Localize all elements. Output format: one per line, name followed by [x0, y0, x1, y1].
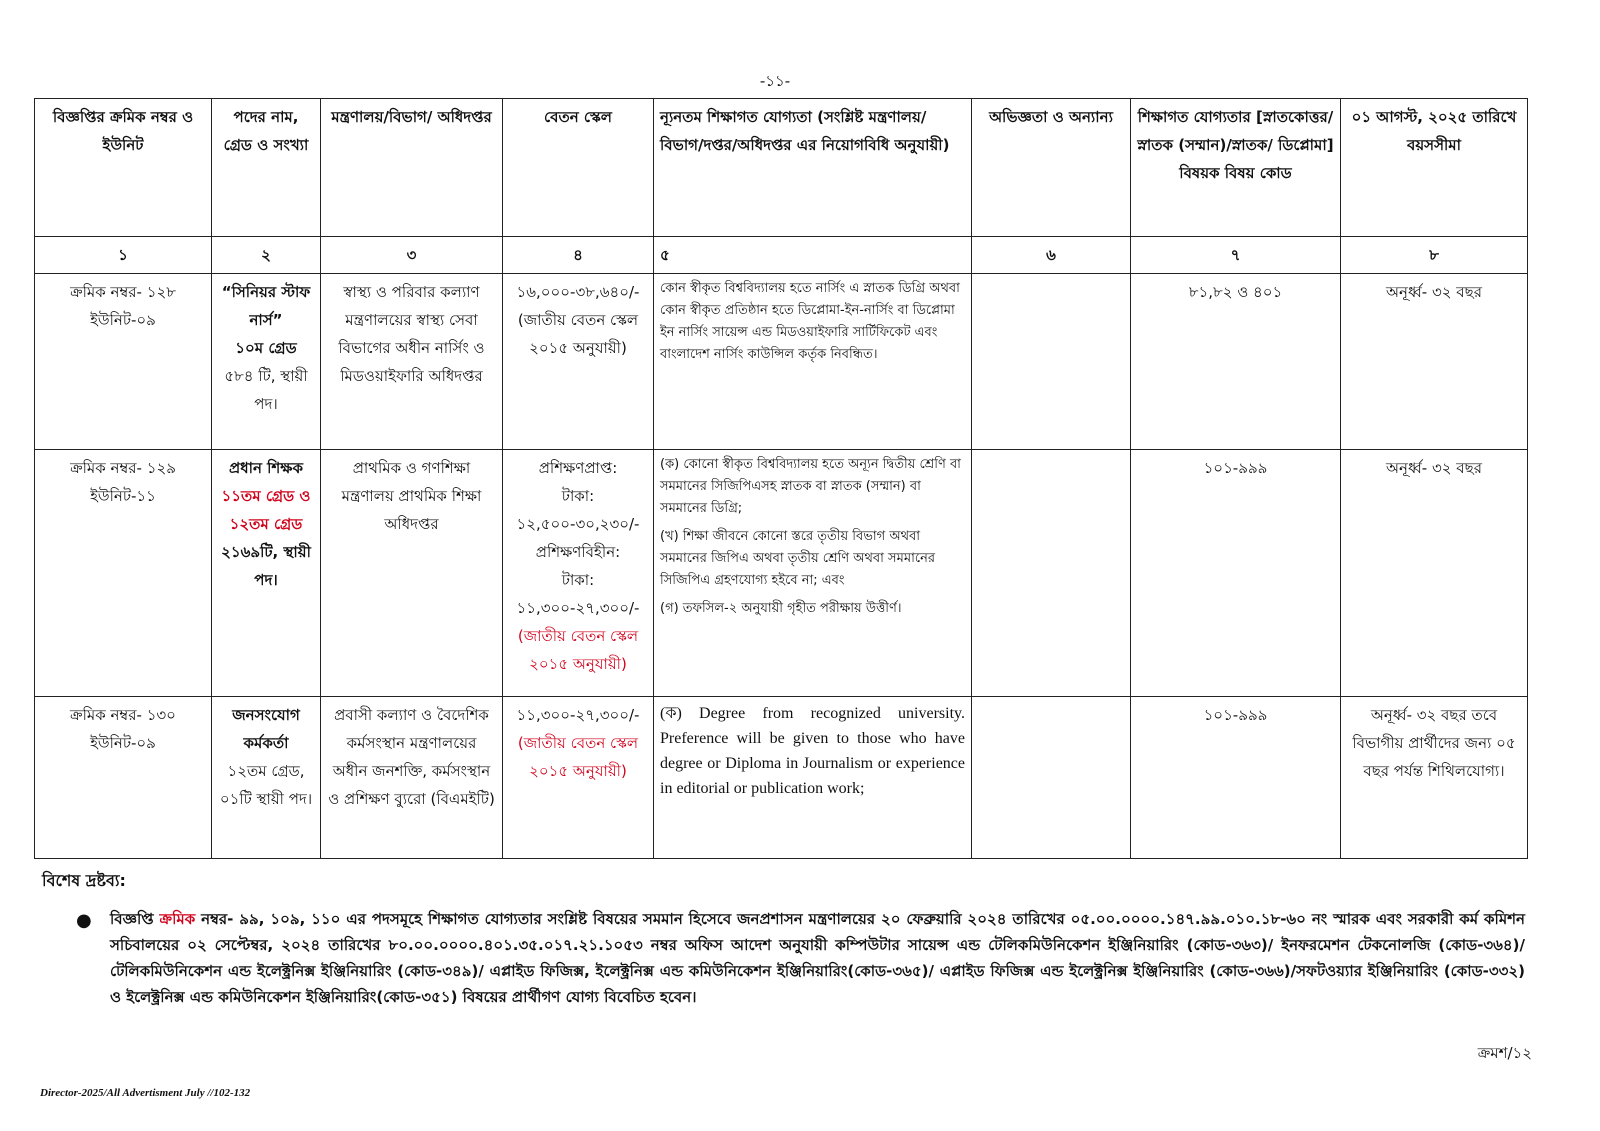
pay-cell: [503, 274, 654, 450]
serial-cell: ক্রমিক নম্বর- ১২৮ ইউনিট-০৯: [35, 274, 212, 450]
post-count: ৫৮৪ টি, স্থায়ী পদ।: [224, 367, 308, 413]
special-note-title: বিশেষ দ্রষ্টব্য:: [42, 871, 126, 890]
experience-cell: [972, 274, 1131, 450]
qualification-item: (খ) শিক্ষা জীবনে কোনো স্তরে তৃতীয় বিভাগ অথবা সমমানের জিপিএ অথবা তৃতীয় শ্রেণি অথবা সমমানের সিজিপিএ গ্রহণযোগ্য হইবে না; এবং: [660, 529, 935, 588]
pay-cell: [503, 450, 654, 697]
vacancy-table: [34, 98, 1528, 859]
column-number: ৩: [321, 237, 503, 274]
footer-reference: Director-2025/All Advertisment July //102-132: [40, 1087, 251, 1099]
qualification-cell: কোন স্বীকৃত বিশ্ববিদ্যালয় হতে নার্সিং এ স্নাতক ডিগ্রি অথবা কোন স্বীকৃত প্রতিষ্ঠান হতে ডিপ্লোমা-ইন-নার্সিং বা ডিপ্লোমা ইন নার্সিং সায়েন্স এন্ড মিডওয়াইফারি সার্টিফিকেট এবং বাংলাদেশ নার্সিং কাউন্সিল কর্তৃক নিবন্ধিত।: [654, 274, 972, 450]
post-cell: [212, 450, 321, 697]
pay-trained: টাকা: ১২,৫০০-৩০,২৩০/-: [516, 487, 640, 533]
table-row: [35, 450, 1528, 697]
pay-scale: ১১,৩০০-২৭,৩০০/-: [516, 706, 640, 724]
note-text: নম্বর- ৯৯, ১০৯, ১১০ এর পদসমূহে শিক্ষাগত যোগ্যতার সংশ্লিষ্ট বিষয়ের সমমান হিসেবে জনপ্রশাসন মন্ত্রণালয়ের ২০ ফেব্রুয়ারি ২০২৪ তারিখের ০৫.০০.০০০০.১৪৭.৯৯.০১০.১৮-৬০ নং স্মারক এবং সরকারী কর্ম কমিশন সচিবালয়ের ০২ সেপ্টেম্বর, ২০২৪ তারিখের ৮০.০০.০০০০.৪০১.৩৫.০১৭.২১.১০৫৩ নম্বর অফিস আদেশ অনুযায়ী কম্পিউটার সায়েন্স এন্ড টেলিকমিউনিকেশন ইঞ্জিনিয়ারিং (কোড-৩৬৩)/ ইনফরমেশন টেকনোলজি (কোড-৩৬৪)/ টেলিকমিউনিকেশন এন্ড ইলেক্ট্রনিক্স ইঞ্জিনিয়ারিং (কোড-৩৪৯)/ এপ্লাইড ফিজিক্স, ইলেক্ট্রনিক্স এন্ড কমিউনিকেশন ইঞ্জিনিয়ারিং(কোড-৩৬৫)/ এপ্লাইড ফিজিক্স এন্ড ইলেক্ট্রনিক্স ইঞ্জিনিয়ারিং (কোড-৩৬৬)/সফটওয়্যার ইঞ্জিনিয়ারিং (কোড-৩৩২) ও ইলেক্ট্রনিক্স এন্ড কমিউনিকেশন ইঞ্জিনিয়ারিং(কোড-৩৫১) বিষয়ের প্রার্থীগণ যোগ্য বিবেচিত হবেন।: [110, 910, 1525, 1006]
page-number: -১১-: [759, 72, 791, 90]
qualification-item: (গ) তফসিল-২ অনুযায়ী গৃহীত পরীক্ষায় উত্তীর্ণ।: [660, 601, 902, 616]
header-post: পদের নাম, গ্রেড ও সংখ্যা: [212, 99, 321, 237]
serial-cell: ক্রমিক নম্বর- ১২৯ ইউনিট-১১: [35, 450, 212, 697]
column-number: ৭: [1131, 237, 1341, 274]
pay-trained-label: প্রশিক্ষণপ্রাপ্ত:: [538, 459, 618, 477]
header-ministry: মন্ত্রণালয়/বিভাগ/ অধিদপ্তর: [321, 99, 503, 237]
pay-untrained: টাকা: ১১,৩০০-২৭,৩০০/-: [516, 571, 640, 617]
age-limit-cell: অনূর্ধ্ব- ৩২ বছর: [1341, 450, 1528, 697]
column-number: ৬: [972, 237, 1131, 274]
header-serial: বিজ্ঞপ্তির ক্রমিক নম্বর ও ইউনিট: [35, 99, 212, 237]
subject-code-cell: ৮১,৮২ ও ৪০১: [1131, 274, 1341, 450]
header-subject-code: শিক্ষাগত যোগ্যতার [স্নাতকোত্তর/স্নাতক (সম্মান)/স্নাতক/ ডিপ্লোমা] বিষয়ক বিষয় কোড: [1131, 99, 1341, 237]
pay-note: (জাতীয় বেতন স্কেল ২০১৫ অনুযায়ী): [517, 311, 639, 357]
subject-code-cell: ১০১-৯৯৯: [1131, 450, 1341, 697]
post-grade: ১১তম গ্রেড ও ১২তম গ্রেড: [221, 487, 311, 533]
ministry-cell: প্রবাসী কল্যাণ ও বৈদেশিক কর্মসংস্থান মন্ত্রণালয়ের অধীন জনশক্তি, কর্মসংস্থান ও প্রশিক্ষণ ব্যুরো (বিএমইটি): [321, 697, 503, 859]
post-grade-count: ১২তম গ্রেড, ০১টি স্থায়ী পদ।: [219, 762, 313, 808]
column-number: ৪: [503, 237, 654, 274]
age-limit-cell: অনূর্ধ্ব- ৩২ বছর: [1341, 274, 1528, 450]
post-name: প্রধান শিক্ষক: [229, 459, 303, 477]
column-number: ২: [212, 237, 321, 274]
header-pay-scale: বেতন স্কেল: [503, 99, 654, 237]
ministry-cell: স্বাস্থ্য ও পরিবার কল্যাণ মন্ত্রণালয়ের স্বাস্থ্য সেবা বিভাগের অধীন নার্সিং ও মিডওয়াইফারি অধিদপ্তর: [321, 274, 503, 450]
header-experience: অভিজ্ঞতা ও অন্যান্য: [972, 99, 1131, 237]
experience-cell: [972, 450, 1131, 697]
post-count: ২১৬৯টি, স্থায়ী পদ।: [221, 543, 311, 589]
pay-note: (জাতীয় বেতন স্কেল ২০১৫ অনুযায়ী): [517, 627, 639, 673]
special-note: [110, 906, 1525, 1010]
experience-cell: [972, 697, 1131, 859]
subject-code-cell: ১০১-৯৯৯: [1131, 697, 1341, 859]
column-number-row: [35, 237, 1528, 274]
pay-scale: ১৬,০০০-৩৮,৬৪০/-: [516, 283, 640, 301]
header-qualification: ন্যূনতম শিক্ষাগত যোগ্যতা (সংশ্লিষ্ট মন্ত্রণালয়/বিভাগ/দপ্তর/অধিদপ্তর এর নিয়োগবিধি অনুযায়ী): [654, 99, 972, 237]
column-number: ১: [35, 237, 212, 274]
qualification-item: (ক) কোনো স্বীকৃত বিশ্ববিদ্যালয় হতে অন্যূন দ্বিতীয় শ্রেণি বা সমমানের সিজিপিএসহ স্নাতক বা স্নাতক (সম্মান) বা সমমানের ডিগ্রি;: [660, 457, 961, 516]
pay-note: (জাতীয় বেতন স্কেল ২০১৫ অনুযায়ী): [517, 734, 639, 780]
note-prefix: বিজ্ঞপ্তি: [110, 910, 154, 928]
table-row: [35, 697, 1528, 859]
note-highlight: ক্রমিক: [159, 910, 196, 928]
post-name: “সিনিয়র স্টাফ নার্স”: [221, 283, 311, 329]
column-number: ৫: [654, 237, 972, 274]
ministry-cell: প্রাথমিক ও গণশিক্ষা মন্ত্রণালয় প্রাথমিক শিক্ষা অধিদপ্তর: [321, 450, 503, 697]
post-cell: [212, 697, 321, 859]
header-age-limit: ০১ আগস্ট, ২০২৫ তারিখে বয়সসীমা: [1341, 99, 1528, 237]
post-grade: ১০ম গ্রেড: [235, 339, 297, 357]
continued-marker: ক্রমশ/১২: [1477, 1044, 1532, 1062]
qualification-cell: (ক) Degree from recognized university. Preference will be given to those who have degree or Diploma in Journalism or experience in editorial or publication work;: [654, 697, 972, 859]
bullet-icon: ●: [76, 910, 92, 931]
post-cell: [212, 274, 321, 450]
qualification-cell: [654, 450, 972, 697]
table-row: [35, 274, 1528, 450]
column-number: ৮: [1341, 237, 1528, 274]
pay-untrained-label: প্রশিক্ষণবিহীন:: [535, 543, 621, 561]
age-limit-cell: অনূর্ধ্ব- ৩২ বছর তবে বিভাগীয় প্রার্থীদের জন্য ০৫ বছর পর্যন্ত শিথিলযোগ্য।: [1341, 697, 1528, 859]
serial-cell: ক্রমিক নম্বর- ১৩০ ইউনিট-০৯: [35, 697, 212, 859]
table-header-row: [35, 99, 1528, 237]
post-name: জনসংযোগ কর্মকর্তা: [232, 706, 300, 752]
pay-cell: [503, 697, 654, 859]
